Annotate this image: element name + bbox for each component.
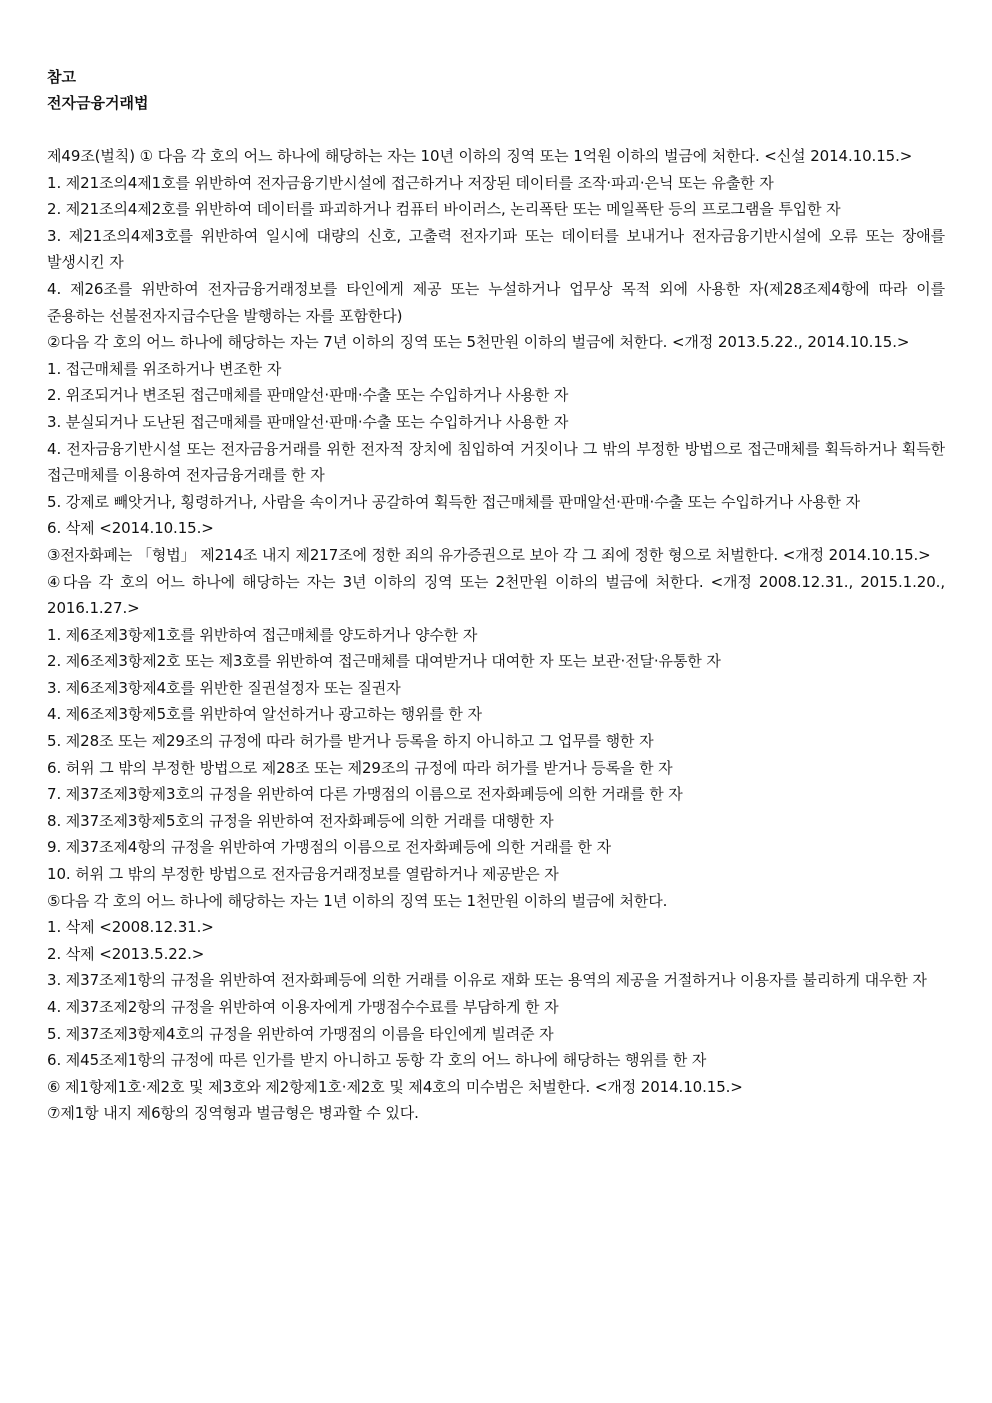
article-paragraph: 2. 삭제 <2013.5.22.> (47, 944, 205, 963)
article-paragraph: 8. 제37조제3항제5호의 규정을 위반하여 전자화폐등에 의한 거래를 대행한 자 (47, 811, 554, 830)
article-paragraph: 2. 제21조의4제2호를 위반하여 데이터를 파괴하거나 컴퓨터 바이러스, 논리폭탄 또는 메일폭탄 등의 프로그램을 투입한 자 (47, 200, 841, 219)
reference-label: 참고 (47, 68, 76, 86)
article-paragraph: ③전자화폐는 「형법」 제214조 내지 제217조에 정한 죄의 유가증권으로 보아 각 그 죄에 정한 형으로 처벌한다. <개정 2014.10.15.> (47, 545, 931, 564)
article-paragraph: 제49조(벌칙) ① 다음 각 호의 어느 하나에 해당하는 자는 10년 이하의 징역 또는 1억원 이하의 벌금에 처한다. <신설 2014.10.15.> (47, 147, 913, 165)
article-paragraph: 7. 제37조제3항제3호의 규정을 위반하여 다른 가맹점의 이름으로 전자화폐등에 의한 거래를 한 자 (47, 785, 683, 804)
spacer (47, 116, 945, 143)
article-paragraph: 9. 제37조제4항의 규정을 위반하여 가맹점의 이름으로 전자화폐등에 의한 거래를 한 자 (47, 838, 611, 857)
article-paragraph: 1. 삭제 <2008.12.31.> (47, 918, 214, 937)
article-paragraph: 4. 제6조제3항제5호를 위반하여 알선하거나 광고하는 행위를 한 자 (47, 705, 482, 724)
article-paragraph: 4. 전자금융기반시설 또는 전자금융거래를 위한 전자적 장치에 침입하여 거짓이나 그 밖의 부정한 방법으로 접근매체를 획득하거나 획득한 접근매체를 이용하여 전자금융거래를 한 자 (47, 439, 945, 485)
article-paragraph: 6. 삭제 <2014.10.15.> (47, 519, 214, 538)
article-paragraph: 3. 제6조제3항제4호를 위반한 질권설정자 또는 질권자 (47, 678, 401, 697)
article-49-body (47, 143, 945, 1127)
article-paragraph: 5. 제28조 또는 제29조의 규정에 따라 허가를 받거나 등록을 하지 아니하고 그 업무를 행한 자 (47, 732, 654, 751)
article-paragraph: ⑤다음 각 호의 어느 하나에 해당하는 자는 1년 이하의 징역 또는 1천만원 이하의 벌금에 처한다. (47, 891, 668, 910)
article-paragraph: 3. 제21조의4제3호를 위반하여 일시에 대량의 신호, 고출력 전자기파 또는 데이터를 보내거나 전자금융기반시설에 오류 또는 장애를 발생시킨 자 (47, 226, 945, 272)
article-paragraph: 4. 제26조를 위반하여 전자금융거래정보를 타인에게 제공 또는 누설하거나 업무상 목적 외에 사용한 자(제28조제4항에 따라 이를 준용하는 선불전자지급수단을 발행하는 자를 포함한다) (47, 279, 945, 325)
article-paragraph: 6. 허위 그 밖의 부정한 방법으로 제28조 또는 제29조의 규정에 따라 허가를 받거나 등록을 한 자 (47, 758, 673, 777)
article-paragraph: 1. 제6조제3항제1호를 위반하여 접근매체를 양도하거나 양수한 자 (47, 625, 478, 644)
article-paragraph: 5. 제37조제3항제4호의 규정을 위반하여 가맹점의 이름을 타인에게 빌려준 자 (47, 1024, 554, 1043)
article-paragraph: 6. 제45조제1항의 규정에 따른 인가를 받지 아니하고 동항 각 호의 어느 하나에 해당하는 행위를 한 자 (47, 1051, 707, 1070)
article-paragraph: 3. 분실되거나 도난된 접근매체를 판매알선·판매·수출 또는 수입하거나 사용한 자 (47, 412, 569, 431)
article-paragraph: ⑥ 제1항제1호·제2호 및 제3호와 제2항제1호·제2호 및 제4호의 미수범은 처벌한다. <개정 2014.10.15.> (47, 1077, 743, 1096)
article-paragraph: ④다음 각 호의 어느 하나에 해당하는 자는 3년 이하의 징역 또는 2천만원 이하의 벌금에 처한다. <개정 2008.12.31., 2015.1.20., 2016.1.27.> (47, 572, 945, 618)
article-paragraph: 3. 제37조제1항의 규정을 위반하여 전자화폐등에 의한 거래를 이유로 재화 또는 용역의 제공을 거절하거나 이용자를 불리하게 대우한 자 (47, 971, 927, 990)
article-paragraph: 10. 허위 그 밖의 부정한 방법으로 전자금융거래정보를 열람하거나 제공받은 자 (47, 865, 559, 884)
article-paragraph: ②다음 각 호의 어느 하나에 해당하는 자는 7년 이하의 징역 또는 5천만원 이하의 벌금에 처한다. <개정 2013.5.22., 2014.10.15.> (47, 333, 910, 352)
document-page (47, 64, 945, 1127)
article-paragraph: 1. 접근매체를 위조하거나 변조한 자 (47, 359, 282, 378)
article-paragraph: 2. 위조되거나 변조된 접근매체를 판매알선·판매·수출 또는 수입하거나 사용한 자 (47, 386, 569, 405)
article-paragraph: 5. 강제로 빼앗거나, 횡령하거나, 사람을 속이거나 공갈하여 획득한 접근매체를 판매알선·판매·수출 또는 수입하거나 사용한 자 (47, 492, 860, 511)
article-paragraph: ⑦제1항 내지 제6항의 징역형과 벌금형은 병과할 수 있다. (47, 1104, 419, 1123)
article-paragraph: 2. 제6조제3항제2호 또는 제3호를 위반하여 접근매체를 대여받거나 대여한 자 또는 보관·전달·유통한 자 (47, 652, 721, 671)
article-paragraph: 1. 제21조의4제1호를 위반하여 전자금융기반시설에 접근하거나 저장된 데이터를 조작·파괴·은닉 또는 유출한 자 (47, 173, 774, 192)
law-title: 전자금융거래법 (47, 94, 149, 112)
article-paragraph: 4. 제37조제2항의 규정을 위반하여 이용자에게 가맹점수수료를 부담하게 한 자 (47, 998, 559, 1016)
